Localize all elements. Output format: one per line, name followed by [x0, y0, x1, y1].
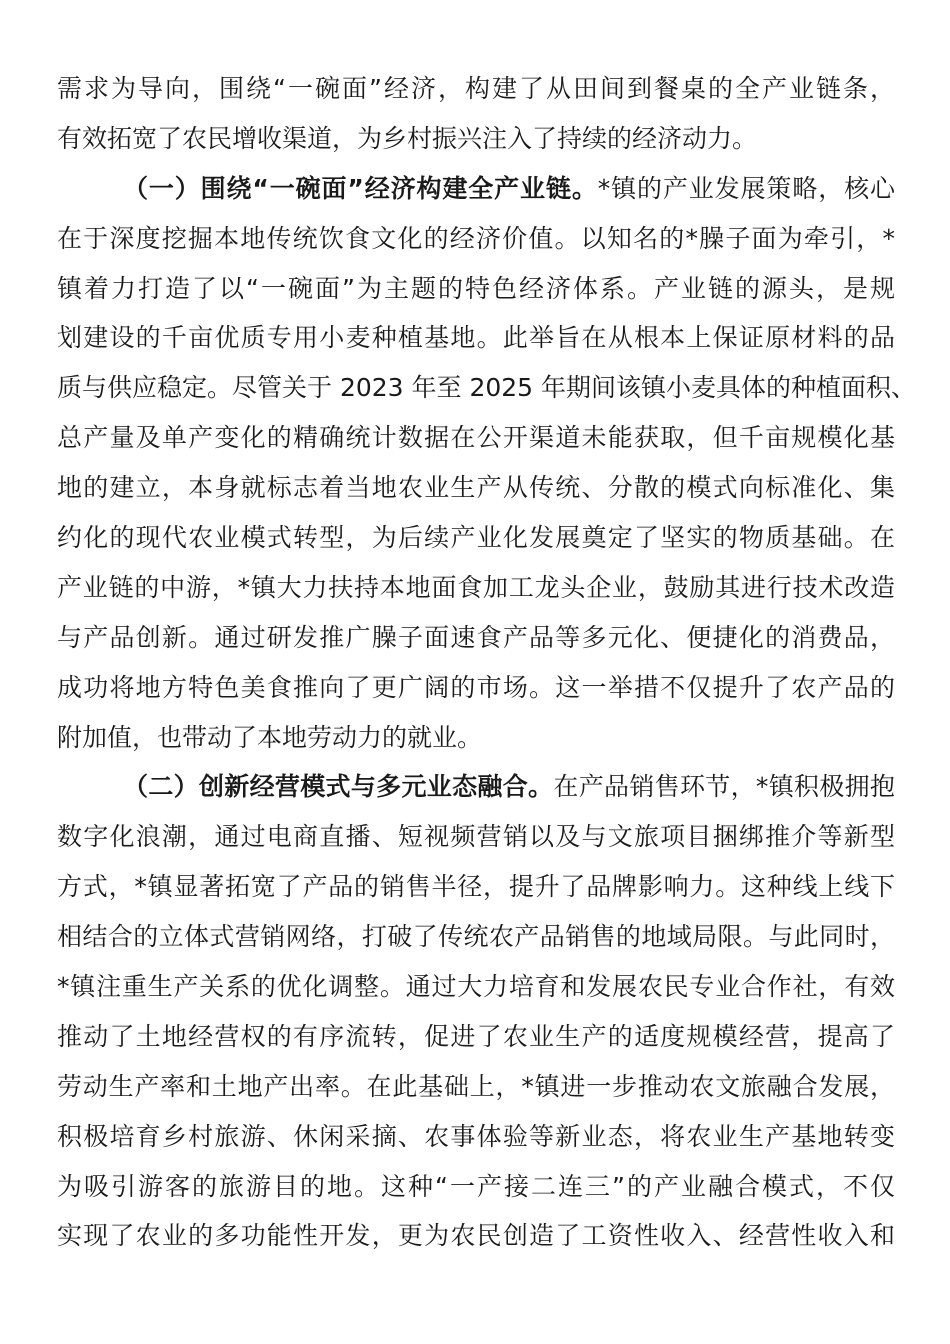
text-line: 划建设的千亩优质专用小麦种植基地。此举旨在从根本上保证原材料的品: [57, 323, 895, 353]
text-span: 在产品销售环节，*镇积极拥抱: [553, 772, 895, 802]
text-line: 需求为导向，围绕“一碗面”经济，构建了从田间到餐桌的全产业链条，: [57, 74, 895, 103]
paragraph-end-line: 有效拓宽了农民增收渠道，为乡村振兴注入了持续的经济动力。: [57, 123, 758, 153]
paragraph-end-line: 附加值，也带动了本地劳动力的就业。: [57, 722, 483, 752]
text-span: *镇的产业发展策略，核心: [597, 173, 895, 203]
text-line: 数字化浪潮，通过电商直播、短视频营销以及与文旅项目捆绑推介等新型: [57, 822, 895, 852]
text-line: 总产量及单产变化的精确统计数据在公开渠道未能获取，但千亩规模化基: [57, 423, 895, 453]
text-line: 积极培育乡村旅游、休闲采摘、农事体验等新业态，将农业生产基地转变: [57, 1121, 895, 1151]
text-line: 成功将地方特色美食推向了更广阔的市场。这一举措不仅提升了农产品的: [57, 672, 895, 702]
text-line: 质与供应稳定。尽管关于 2023 年至 2025 年期间该镇小麦具体的种植面积、: [57, 373, 917, 403]
text-line: 劳动生产率和土地产出率。在此基础上，*镇进一步推动农文旅融合发展，: [57, 1071, 895, 1101]
text-line: 约化的现代农业模式转型，为后续产业化发展奠定了坚实的物质基础。在: [57, 523, 895, 553]
section-heading-2: （二）创新经营模式与多元业态融合。: [123, 772, 554, 802]
section-heading-line: [57, 762, 895, 812]
text-line: 产业链的中游，*镇大力扶持本地面食加工龙头企业，鼓励其进行技术改造: [57, 572, 895, 602]
section-heading-1: （一）围绕“一碗面”经济构建全产业链。: [123, 173, 598, 203]
text-line: 为吸引游客的旅游目的地。这种“一产接二连三”的产业融合模式，不仅: [57, 1171, 895, 1201]
text-line: 镇着力打造了以“一碗面”为主题的特色经济体系。产业链的源头，是规: [57, 273, 895, 303]
text-line: 与产品创新。通过研发推广臊子面速食产品等多元化、便捷化的消费品，: [57, 622, 895, 652]
text-line: 相结合的立体式营销网络，打破了传统农产品销售的地域局限。与此同时，: [57, 922, 895, 952]
text-line: 方式，*镇显著拓宽了产品的销售半径，提升了品牌影响力。这种线上线下: [57, 872, 895, 902]
text-line: 推动了土地经营权的有序流转，促进了农业生产的适度规模经营，提高了: [57, 1021, 895, 1051]
section-heading-line: [57, 164, 895, 214]
text-line: 实现了农业的多功能性开发，更为农民创造了工资性收入、经营性收入和: [57, 1221, 895, 1251]
text-line: *镇注重生产关系的优化调整。通过大力培育和发展农民专业合作社，有效: [57, 972, 895, 1002]
text-line: 在于深度挖掘本地传统饮食文化的经济价值。以知名的*臊子面为牵引，*: [57, 223, 895, 253]
text-line: 地的建立，本身就标志着当地农业生产从传统、分散的模式向标准化、集: [57, 473, 895, 503]
document-body: [57, 64, 917, 1261]
